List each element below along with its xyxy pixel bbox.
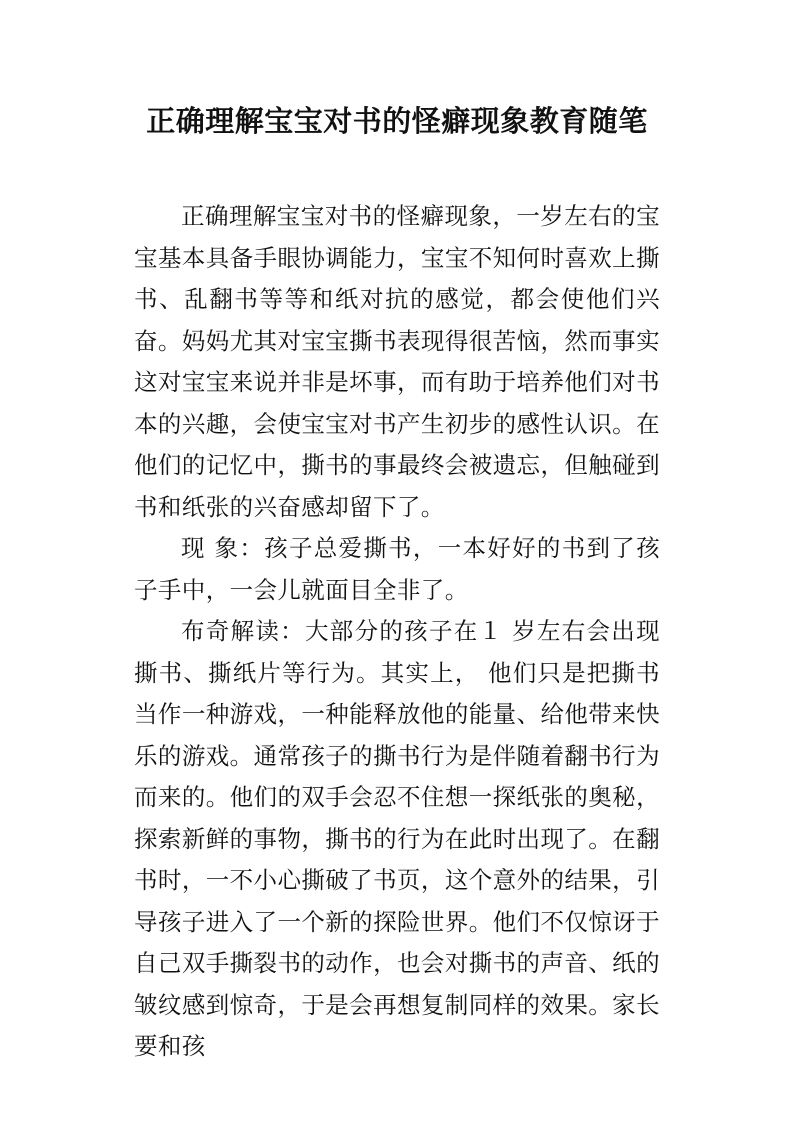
paragraph-phenomenon: 现 象：孩子总爱撕书，一本好好的书到了孩子手中，一会儿就面目全非了。	[134, 534, 660, 604]
paragraph-intro: 正确理解宝宝对书的怪癖现象，一岁左右的宝宝基本具备手眼协调能力，宝宝不知何时喜欢上撕书、乱翻书等等和纸对抗的感觉，都会使他们兴奋。妈妈尤其对宝宝撕书表现得很苦恼，然而事实这对宝宝来说并非是坏事，而有助于培养他们对书本的兴趣，会使宝宝对书产生初步的感性认识。在他们的记忆中，撕书的事最终会被遗忘，但触碰到书和纸张的兴奋感却留下了。	[134, 202, 660, 521]
document-body	[134, 196, 660, 1068]
document-title: 正确理解宝宝对书的怪癖现象教育随笔	[146, 104, 648, 138]
paragraph-interpretation: 布奇解读：大部分的孩子在１ 岁左右会出现撕书、撕纸片等行为。其实上， 他们只是把撕书当作一种游戏，一种能释放他的能量、给他带来快乐的游戏。通常孩子的撕书行为是伴随着翻书行为而来的。他们的双手会忍不住想一探纸张的奥秘，探索新鲜的事物，撕书的行为在此时出现了。在翻书时，一不小心撕破了书页，这个意外的结果，引导孩子进入了一个新的探险世界。他们不仅惊讶于自己双手撕裂书的动作，也会对撕书的声音、纸的皱纹感到惊奇，于是会再想复制同样的效果。家长要和孩	[134, 617, 660, 1060]
